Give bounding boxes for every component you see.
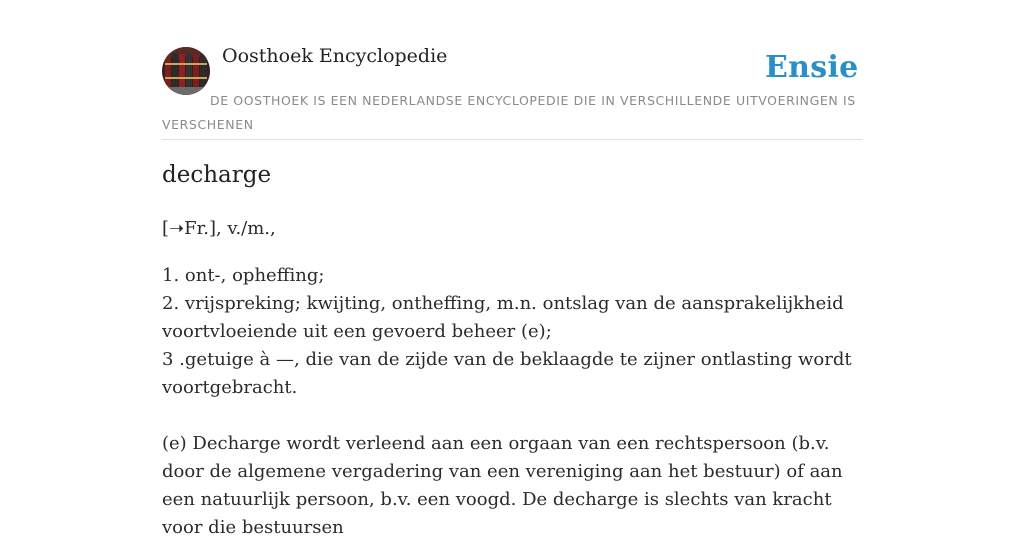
entry-senses	[162, 262, 862, 402]
paragraph-gap	[162, 402, 862, 430]
site-title-link[interactable]: Oosthoek Encyclopedie	[222, 45, 448, 67]
sense-3: 3 .getuige à —, die van de zijde van de beklaagde te zijner ontlasting wordt voortgebracht.	[162, 349, 852, 398]
entry-body	[162, 215, 862, 542]
sense-1: 1. ont-, opheffing;	[162, 265, 325, 286]
header-divider	[162, 139, 862, 140]
sense-2: 2. vrijspreking; kwijting, ontheffing, m.n. ontslag van de aansprakelijkheid voortvloeiende uit een gevoerd beheer (e);	[162, 293, 844, 342]
encyclopedia-books-icon	[162, 47, 210, 95]
site-tagline: DE OOSTHOEK IS EEN NEDERLANDSE ENCYCLOPEDIE DIE IN VERSCHILLENDE UITVOERINGEN IS VERSCHENEN	[162, 93, 856, 132]
entry-etymology: [➝Fr.], v./m.,	[162, 218, 276, 239]
entry-headword: decharge	[162, 162, 272, 188]
ensie-brand-link[interactable]: Ensie	[765, 50, 859, 85]
entry-note: (e) Decharge wordt verleend aan een orgaan van een rechtspersoon (b.v. door de algemene vergadering van een vereniging aan het bestuur) of aan een natuurlijk persoon, b.v. een voogd. De decharge is slechts van kracht voor die bestuursen	[162, 433, 843, 538]
site-logo[interactable]	[162, 47, 210, 95]
